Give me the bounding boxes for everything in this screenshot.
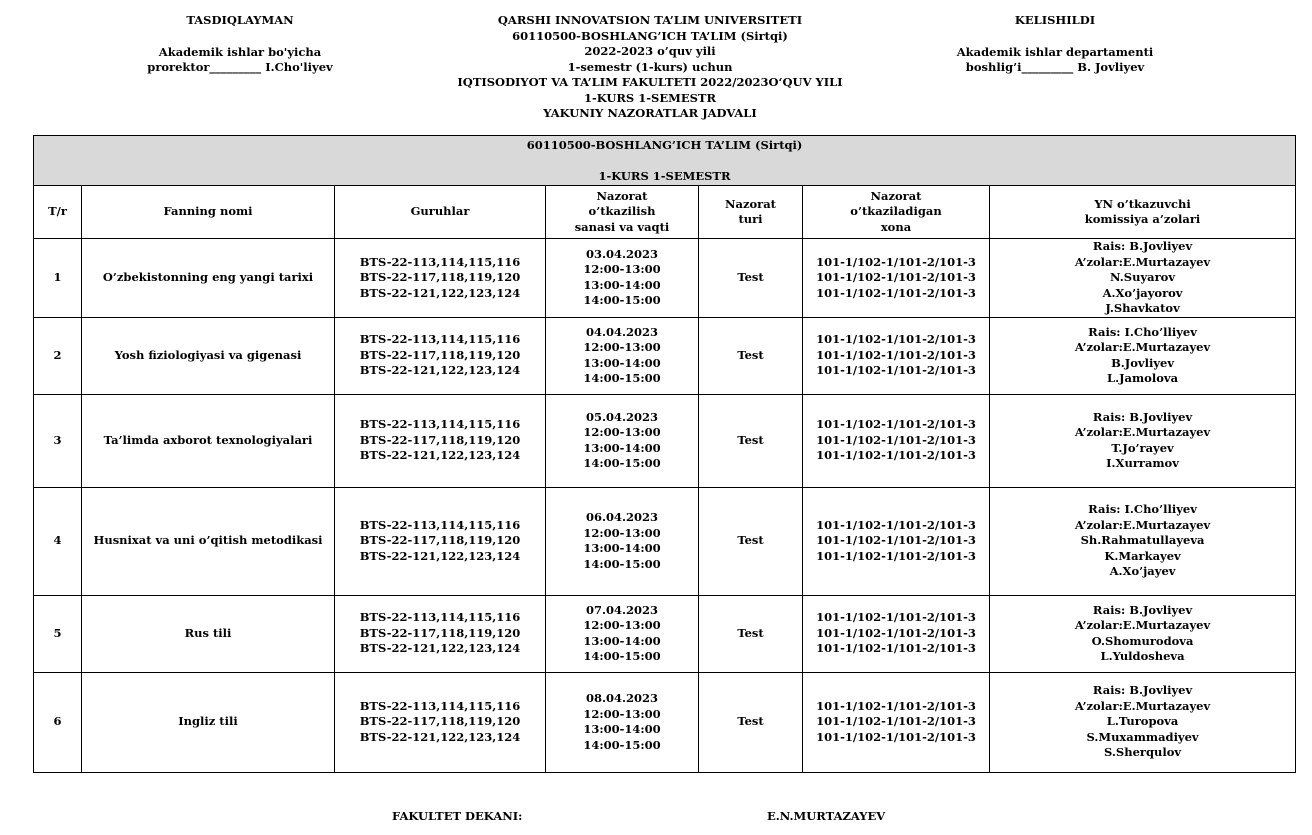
row-number: 2 xyxy=(34,317,82,394)
approval-line1: Akademik ishlar bo'yicha xyxy=(158,44,322,59)
header-line: 60110500-BOSHLANG’ICH TA’LIM (Sirtqi) xyxy=(512,28,788,43)
col-header-date: Nazorat o’tkazilish sanasi va vaqti xyxy=(546,186,699,239)
table-band xyxy=(34,136,1296,186)
groups-cell: BTS-22-113,114,115,116 BTS-22-117,118,119,120 BTS-22-121,122,123,124 xyxy=(335,394,546,487)
table-row xyxy=(34,487,1296,595)
table-row xyxy=(34,595,1296,672)
subject-name: Husnixat va uni o’qitish metodikasi xyxy=(82,487,335,595)
col-header-type: Nazorat turi xyxy=(699,186,803,239)
commission-cell: Rais: B.Jovliyev A’zolar:E.Murtazayev L.Turopova S.Muxammadiyev S.Sherqulov xyxy=(990,672,1296,772)
groups-cell: BTS-22-113,114,115,116 BTS-22-117,118,119,120 BTS-22-121,122,123,124 xyxy=(335,239,546,318)
header-line: IQTISODIYOT VA TA’LIM FAKULTETI 2022/2023O‘QUV YILI xyxy=(457,75,843,89)
document-header xyxy=(400,13,900,122)
commission-cell: Rais: I.Cho’lliyev A’zolar:E.Murtazayev B.Jovliyev L.Jamolova xyxy=(990,317,1296,394)
subject-name: Ingliz tili xyxy=(82,672,335,772)
type-cell: Test xyxy=(699,317,803,394)
type-cell: Test xyxy=(699,672,803,772)
type-cell: Test xyxy=(699,394,803,487)
col-header-room: Nazorat o’tkaziladigan xona xyxy=(803,186,990,239)
row-number: 1 xyxy=(34,239,82,318)
date-cell: 04.04.2023 12:00-13:00 13:00-14:00 14:00-15:00 xyxy=(546,317,699,394)
header-line: 1-semestr (1-kurs) uchun xyxy=(567,59,733,74)
col-header-commission: YN o’tkazuvchi komissiya a’zolari xyxy=(990,186,1296,239)
date-cell: 06.04.2023 12:00-13:00 13:00-14:00 14:00-15:00 xyxy=(546,487,699,595)
date-cell: 07.04.2023 12:00-13:00 13:00-14:00 14:00-15:00 xyxy=(546,595,699,672)
row-number: 6 xyxy=(34,672,82,772)
table-header-row xyxy=(34,186,1296,239)
header-line: YAKUNIY NAZORATLAR JADVALI xyxy=(543,106,757,120)
dean-label: FAKULTET DEKANI: xyxy=(392,809,523,823)
exam-schedule-table xyxy=(33,135,1296,773)
room-cell: 101-1/102-1/101-2/101-3 101-1/102-1/101-2/101-3 101-1/102-1/101-2/101-3 xyxy=(803,595,990,672)
table-row xyxy=(34,672,1296,772)
room-cell: 101-1/102-1/101-2/101-3 101-1/102-1/101-2/101-3 101-1/102-1/101-2/101-3 xyxy=(803,672,990,772)
room-cell: 101-1/102-1/101-2/101-3 101-1/102-1/101-2/101-3 101-1/102-1/101-2/101-3 xyxy=(803,239,990,318)
col-header-groups: Guruhlar xyxy=(335,186,546,239)
approval-title: TASDIQLAYMAN xyxy=(186,13,294,27)
commission-cell: Rais: B.Jovliyev A’zolar:E.Murtazayev N.Suyarov A.Xo’jayorov J.Shavkatov xyxy=(990,239,1296,318)
row-number: 3 xyxy=(34,394,82,487)
room-cell: 101-1/102-1/101-2/101-3 101-1/102-1/101-2/101-3 101-1/102-1/101-2/101-3 xyxy=(803,487,990,595)
table-row xyxy=(34,317,1296,394)
room-cell: 101-1/102-1/101-2/101-3 101-1/102-1/101-2/101-3 101-1/102-1/101-2/101-3 xyxy=(803,394,990,487)
date-cell: 05.04.2023 12:00-13:00 13:00-14:00 14:00-15:00 xyxy=(546,394,699,487)
commission-cell: Rais: B.Jovliyev A’zolar:E.Murtazayev O.Shomurodova L.Yuldosheva xyxy=(990,595,1296,672)
date-cell: 03.04.2023 12:00-13:00 13:00-14:00 14:00-15:00 xyxy=(546,239,699,318)
type-cell: Test xyxy=(699,239,803,318)
approval-line2: prorektor_________ I.Cho'liyev xyxy=(147,60,333,74)
groups-cell: BTS-22-113,114,115,116 BTS-22-117,118,119,120 BTS-22-121,122,123,124 xyxy=(335,317,546,394)
row-number: 5 xyxy=(34,595,82,672)
col-header-num: T/r xyxy=(34,186,82,239)
room-cell: 101-1/102-1/101-2/101-3 101-1/102-1/101-2/101-3 101-1/102-1/101-2/101-3 xyxy=(803,317,990,394)
approval-block xyxy=(130,13,350,76)
type-cell: Test xyxy=(699,487,803,595)
header-line: 2022-2023 o’quv yili xyxy=(584,44,716,58)
commission-cell: Rais: I.Cho’lliyev A’zolar:E.Murtazayev Sh.Rahmatullayeva K.Markayev A.Xo’jayev xyxy=(990,487,1296,595)
type-cell: Test xyxy=(699,595,803,672)
date-cell: 08.04.2023 12:00-13:00 13:00-14:00 14:00-15:00 xyxy=(546,672,699,772)
agreement-line1: Akademik ishlar departamenti xyxy=(956,44,1154,59)
col-header-subject: Fanning nomi xyxy=(82,186,335,239)
groups-cell: BTS-22-113,114,115,116 BTS-22-117,118,119,120 BTS-22-121,122,123,124 xyxy=(335,672,546,772)
row-number: 4 xyxy=(34,487,82,595)
header-line: 1-KURS 1-SEMESTR xyxy=(583,90,716,105)
commission-cell: Rais: B.Jovliyev A’zolar:E.Murtazayev T.Jo’rayev I.Xurramov xyxy=(990,394,1296,487)
band-subtitle: 1-KURS 1-SEMESTR xyxy=(598,168,731,183)
subject-name: Yosh fiziologiyasi va gigenasi xyxy=(82,317,335,394)
table-row xyxy=(34,394,1296,487)
subject-name: Rus tili xyxy=(82,595,335,672)
agreement-line2: boshlig’i_________ B. Jovliyev xyxy=(965,60,1145,74)
dean-name: E.N.MURTAZAYEV xyxy=(767,809,886,823)
band-title: 60110500-BOSHLANG’ICH TA’LIM (Sirtqi) xyxy=(526,138,803,152)
agreement-block xyxy=(940,13,1170,76)
header-line: QARSHI INNOVATSION TA’LIM UNIVERSITETI xyxy=(497,13,803,27)
agreement-title: KELISHILDI xyxy=(1014,13,1096,27)
table-row xyxy=(34,239,1296,318)
subject-name: Ta’limda axborot texnologiyalari xyxy=(82,394,335,487)
groups-cell: BTS-22-113,114,115,116 BTS-22-117,118,119,120 BTS-22-121,122,123,124 xyxy=(335,595,546,672)
groups-cell: BTS-22-113,114,115,116 BTS-22-117,118,119,120 BTS-22-121,122,123,124 xyxy=(335,487,546,595)
subject-name: O’zbekistonning eng yangi tarixi xyxy=(82,239,335,318)
